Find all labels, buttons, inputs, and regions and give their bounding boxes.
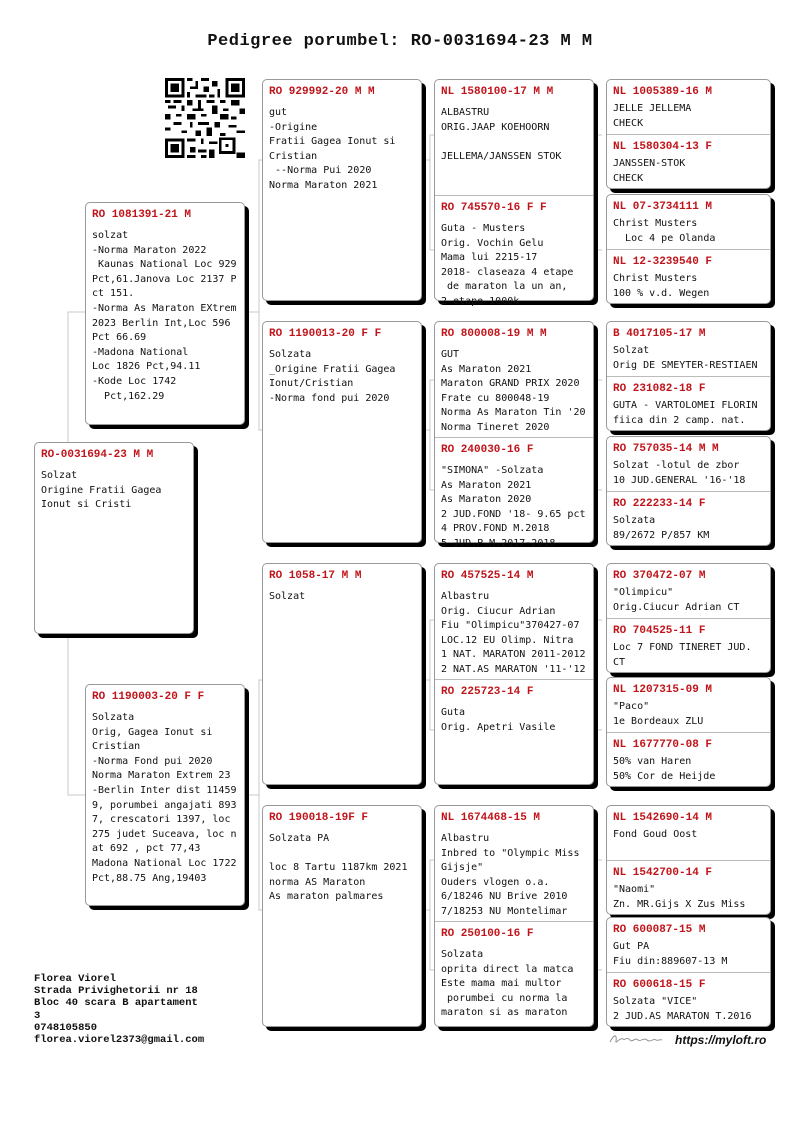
sire-card[interactable] [85, 202, 245, 425]
pigeon-notes: Solzata "VICE" 2 JUD.AS MARATON T.2016 [613, 996, 752, 1022]
great-grandparent-entry[interactable] [435, 921, 593, 1028]
great-grandparent-entry[interactable] [435, 322, 593, 433]
great-grandparents-card[interactable] [434, 563, 594, 785]
pigeon-notes: solzat -Norma Maraton 2022 Kaunas National Loc 929 Pct,61.Janova Loc 2137 P ct 151. -Norma As Maraton EXtrem 2023 Berlin Int,Loc 596 Pct 66.69 -Madona National Loc 1826 Pct,94.11 -Kode Loc 1742 Pct,162.29 [92, 230, 237, 402]
ring-number: RO 190018-19F F [269, 812, 369, 824]
gen4-card[interactable] [606, 805, 771, 915]
owner-contact [34, 973, 204, 1046]
pigeon-notes: 50% van Haren 50% Cor de Heijde [613, 756, 716, 782]
ring-number: NL 12-3239540 F [613, 256, 713, 268]
pigeon-notes: JELLE JELLEMA CHECK [613, 103, 692, 129]
gen4-entry[interactable] [607, 564, 770, 618]
pigeon-notes: Loc 7 FOND TINERET JUD. CT [613, 642, 752, 668]
pigeon-notes: ALBASTRU ORIG.JAAP KOEHOORN JELLEMA/JANSSEN STOK [441, 107, 562, 162]
ring-number: RO 1081391-21 M [92, 209, 192, 221]
pigeon-notes: "Olimpicu" Orig.Ciucur Adrian CT [613, 587, 740, 613]
pigeon-notes: Solzata 89/2672 P/857 KM [613, 515, 710, 541]
ring-number: RO 600087-15 M [613, 924, 706, 936]
ring-number: RO 231082-18 F [613, 383, 706, 395]
ring-number: RO 225723-14 F [441, 686, 534, 698]
gen4-entry[interactable] [607, 249, 770, 305]
great-grandparent-entry[interactable] [435, 806, 593, 917]
ring-number: NL 1580304-13 F [613, 141, 713, 153]
great-grandparent-entry[interactable] [435, 679, 593, 786]
grandparent-card[interactable] [262, 563, 422, 785]
pigeon-notes: GUTA - VARTOLOMEI FLORIN fiica din 2 camp. nat. [613, 400, 758, 426]
grandparent-card[interactable] [262, 79, 422, 301]
ring-number: NL 07-3734111 M [613, 201, 713, 213]
great-grandparents-card[interactable] [434, 79, 594, 307]
pigeon-notes: "Naomi" Zn. MR.Gijs X Zus Miss [613, 884, 746, 910]
pigeon-notes: Solzat Origine Fratii Gagea Ionut si Cristi [41, 470, 162, 511]
gen4-card[interactable] [606, 436, 771, 546]
grandparent-card[interactable] [262, 321, 422, 543]
gen4-entry[interactable] [607, 618, 770, 674]
grandparent-card[interactable] [262, 805, 422, 1027]
great-grandparent-entry[interactable] [435, 564, 593, 675]
gen4-card[interactable] [606, 194, 771, 304]
ring-number: RO 1190003-20 F F [92, 691, 205, 703]
ring-number: NL 1580100-17 M M [441, 86, 554, 98]
gen4-entry[interactable] [607, 732, 770, 788]
great-grandparent-entry[interactable] [435, 195, 593, 307]
ring-number: RO 1190013-20 F F [269, 328, 382, 340]
pigeon-notes: "SIMONA" -Solzata As Maraton 2021 As Maraton 2020 2 JUD.FOND '18- 9.65 pct 4 PROV.FOND M.2018 5 JUD.P.M.2017-2018 [441, 465, 586, 549]
gen4-card[interactable] [606, 917, 771, 1027]
pigeon-notes: JANSSEN-STOK CHECK [613, 158, 686, 184]
ring-number: RO 800008-19 M M [441, 328, 547, 340]
owner-phone: 0748105850 [34, 1021, 98, 1034]
ring-number: RO 370472-07 M [613, 570, 706, 582]
ring-number: RO 240030-16 F [441, 444, 534, 456]
ring-number: RO 704525-11 F [613, 625, 706, 637]
ring-number: RO 929992-20 M M [269, 86, 375, 98]
pigeon-notes: Guta - Musters Orig. Vochin Gelu Mama lui 2215-17 2018- claseaza 4 etape de maraton la un an, 2 etape 1000k [441, 223, 574, 307]
pigeon-notes: Solzata oprita direct la matca Este mama mai multor porumbei cu norma la maraton si as maraton [441, 949, 574, 1019]
gen4-entry[interactable] [607, 195, 770, 249]
pigeon-notes: Solzat [269, 591, 306, 602]
ring-number: RO 222233-14 F [613, 498, 706, 510]
gen4-entry[interactable] [607, 972, 770, 1028]
ring-number: RO 457525-14 M [441, 570, 534, 582]
gen4-entry[interactable] [607, 491, 770, 547]
gen4-card[interactable] [606, 321, 771, 431]
ring-number: RO 757035-14 M M [613, 443, 719, 455]
gen4-entry[interactable] [607, 918, 770, 972]
ring-number: RO 745570-16 F F [441, 202, 547, 214]
ring-number: RO-0031694-23 M M [41, 449, 154, 461]
pigeon-notes: gut -Origine Fratii Gagea Ionut si Cristian --Norma Pui 2020 Norma Maraton 2021 [269, 107, 396, 191]
owner-address: 3 [34, 1009, 41, 1022]
ring-number: NL 1677770-08 F [613, 739, 713, 751]
gen4-entry[interactable] [607, 322, 770, 376]
pigeon-notes: Gut PA Fiu din:889607-13 M [613, 941, 728, 967]
page-title: Pedigree porumbel: RO-0031694-23 M M [207, 32, 593, 51]
owner-name: Florea Viorel [34, 973, 116, 985]
gen4-entry[interactable] [607, 806, 770, 860]
great-grandparent-entry[interactable] [435, 437, 593, 549]
pigeon-notes: Albastru Orig. Ciucur Adrian Fiu "Olimpicu"370427-07 LOC.12 EU Olimp. Nitra 1 NAT. MARATON 2011-2012 2 NAT.AS MARATON '11-'12 [441, 591, 586, 675]
ring-number: NL 1542690-14 M [613, 812, 713, 824]
pigeon-notes: Solzat -lotul de zbor 10 JUD.GENERAL '16-'18 [613, 460, 746, 486]
gen4-entry[interactable] [607, 678, 770, 732]
owner-address: Bloc 40 scara B apartament [34, 997, 198, 1010]
pigeon-notes: "Paco" 1e Bordeaux ZLU [613, 701, 704, 727]
gen4-card[interactable] [606, 677, 771, 787]
owner-email[interactable]: florea.viorel2373@gmail.com [34, 1034, 205, 1047]
ring-number: RO 600618-15 F [613, 979, 706, 991]
pigeon-notes: Fond Goud Oost [613, 829, 698, 840]
ring-number: RO 250100-16 F [441, 928, 534, 940]
pigeon-notes: GUT As Maraton 2021 Maraton GRAND PRIX 2020 Frate cu 800048-19 Norma As Maraton Tin '20 Norma Tineret 2020 [441, 349, 586, 433]
website-link[interactable]: https://myloft.ro [675, 1033, 767, 1047]
pigeon-notes: Christ Musters Loc 4 pe Olanda [613, 218, 716, 244]
gen4-entry[interactable] [607, 437, 770, 491]
pigeon-notes: Solzata PA loc 8 Tartu 1187km 2021 norma AS Maraton As maraton palmares [269, 833, 408, 903]
pigeon-notes: Guta Orig. Apetri Vasile [441, 707, 556, 733]
signature-logo [608, 1031, 664, 1047]
pigeon-notes: Solzat Orig DE SMEYTER-RESTIAEN [613, 345, 758, 371]
pigeon-card[interactable] [34, 442, 194, 634]
great-grandparents-card[interactable] [434, 321, 594, 549]
ring-number: NL 1542700-14 F [613, 867, 713, 879]
dam-card[interactable] [85, 684, 245, 906]
gen4-entry[interactable] [607, 376, 770, 432]
pigeon-notes: Christ Musters 100 % v.d. Wegen [613, 273, 710, 299]
ring-number: NL 1674468-15 M [441, 812, 541, 824]
pigeon-notes: Solzata Orig, Gagea Ionut si Cristian -Norma Fond pui 2020 Norma Maraton Extrem 23 -Berlin Inter dist 11459 9, porumbei angajati 893 7, crescatori 1397, loc 275 judet Suceava, loc n at 692 , pct 77,43 Madona National Loc 1722 Pct,88.75 Ang,19403 [92, 712, 237, 884]
gen4-entry[interactable] [607, 134, 770, 190]
ring-number: NL 1207315-09 M [613, 684, 713, 696]
ring-number: B 4017105-17 M [613, 328, 706, 340]
great-grandparent-entry[interactable] [435, 80, 593, 187]
owner-address: Strada Privighetorii nr 18 [34, 985, 198, 998]
gen4-card[interactable] [606, 79, 771, 189]
ring-number: RO 1058-17 M M [269, 570, 362, 582]
great-grandparents-card[interactable] [434, 805, 594, 1027]
gen4-entry[interactable] [607, 80, 770, 134]
pigeon-notes: Albastru Inbred to "Olympic Miss Gijsje" Ouders vlogen o.a. 6/18246 NU Brive 2010 7/18253 NU Montelimar [441, 833, 580, 917]
gen4-card[interactable] [606, 563, 771, 673]
pigeon-notes: Solzata _Origine Fratii Gagea Ionut/Cristian -Norma fond pui 2020 [269, 349, 396, 404]
ring-number: NL 1005389-16 M [613, 86, 713, 98]
gen4-entry[interactable] [607, 860, 770, 916]
